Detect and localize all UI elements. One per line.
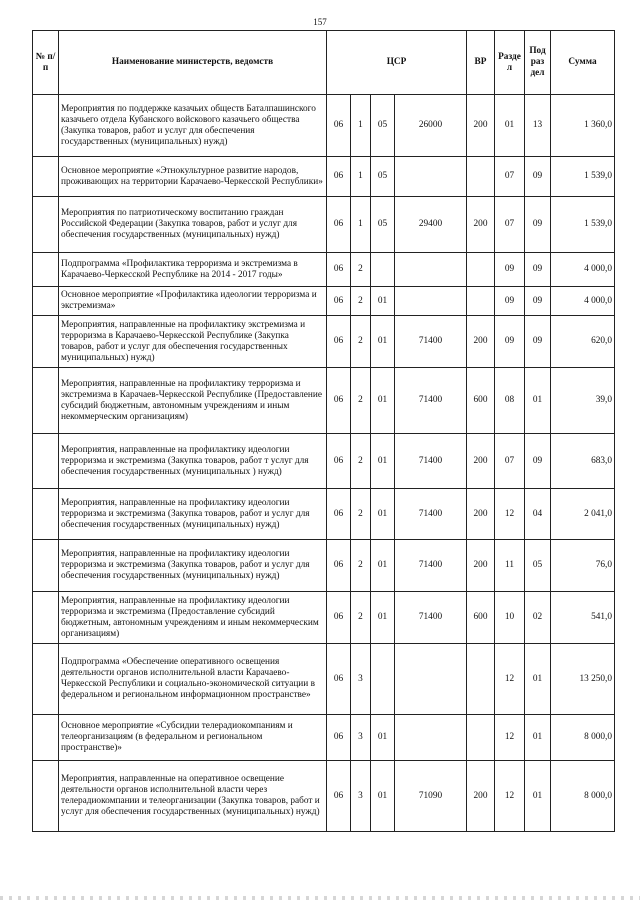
table-row bbox=[33, 157, 615, 197]
row-vr: 200 bbox=[467, 434, 495, 489]
csr-part4: 71400 bbox=[395, 434, 467, 489]
row-name: Мероприятия, направленные на профилактику идеологии терроризма и экстремизма (Предоставление субсидий бюджетным, автономным учреждениям и иным некоммерческим организациям) bbox=[59, 592, 327, 644]
row-summa: 1 360,0 bbox=[551, 95, 615, 157]
row-vr: 200 bbox=[467, 761, 495, 832]
row-vr bbox=[467, 715, 495, 761]
row-name: Мероприятия, направленные на профилактику идеологии терроризма и экстремизма (Закупка товаров, работ и услуг для обеспечения государственных (муниципальных) нужд) bbox=[59, 489, 327, 540]
row-vr bbox=[467, 157, 495, 197]
csr-part1: 06 bbox=[327, 715, 351, 761]
table-row bbox=[33, 715, 615, 761]
csr-part3: 05 bbox=[371, 157, 395, 197]
csr-part1: 06 bbox=[327, 316, 351, 368]
row-summa: 1 539,0 bbox=[551, 157, 615, 197]
row-razdel: 08 bbox=[495, 368, 525, 434]
csr-part1: 06 bbox=[327, 157, 351, 197]
csr-part2: 2 bbox=[351, 540, 371, 592]
csr-part3: 01 bbox=[371, 540, 395, 592]
header-razdel: Разде л bbox=[495, 31, 525, 95]
row-name: Подпрограмма «Обеспечение оперативного освещения деятельности органов исполнительной власти Карачаево-Черкесской Республики и социально-экономической ситуации в федеральном и региональном информационном пространстве» bbox=[59, 644, 327, 715]
row-podrazdel: 09 bbox=[525, 316, 551, 368]
row-name: Мероприятия, направленные на профилактику идеологии терроризма и экстремизма (Закупка товаров, работ т услуг для обеспечения государственных (муниципальных ) нужд) bbox=[59, 434, 327, 489]
row-num bbox=[33, 434, 59, 489]
row-name: Подпрограмма «Профилактика терроризма и экстремизма в Карачаево-Черкесской Республике на 2014 - 2017 годы» bbox=[59, 253, 327, 287]
row-name: Мероприятия по поддержке казачьих обществ Баталпашинского казачьего отдела Кубанского войскового казачьего общества (Закупка товаров, работ и услуг для обеспечения государственных (муниципальных) нужд) bbox=[59, 95, 327, 157]
csr-part2: 3 bbox=[351, 715, 371, 761]
csr-part4 bbox=[395, 157, 467, 197]
row-razdel: 10 bbox=[495, 592, 525, 644]
row-razdel: 07 bbox=[495, 197, 525, 253]
row-podrazdel: 09 bbox=[525, 157, 551, 197]
row-podrazdel: 13 bbox=[525, 95, 551, 157]
table-row bbox=[33, 197, 615, 253]
csr-part3: 05 bbox=[371, 197, 395, 253]
row-num bbox=[33, 761, 59, 832]
csr-part2: 3 bbox=[351, 761, 371, 832]
row-summa: 8 000,0 bbox=[551, 715, 615, 761]
row-razdel: 12 bbox=[495, 489, 525, 540]
table-row bbox=[33, 316, 615, 368]
row-podrazdel: 01 bbox=[525, 368, 551, 434]
header-podrazdel: Под раз дел bbox=[525, 31, 551, 95]
row-summa: 39,0 bbox=[551, 368, 615, 434]
table-row bbox=[33, 644, 615, 715]
csr-part1: 06 bbox=[327, 197, 351, 253]
header-csr: ЦСР bbox=[327, 31, 467, 95]
row-razdel: 12 bbox=[495, 644, 525, 715]
row-podrazdel: 01 bbox=[525, 644, 551, 715]
csr-part4: 29400 bbox=[395, 197, 467, 253]
table-row bbox=[33, 95, 615, 157]
csr-part3: 01 bbox=[371, 434, 395, 489]
table-row bbox=[33, 253, 615, 287]
csr-part3 bbox=[371, 644, 395, 715]
csr-part4 bbox=[395, 287, 467, 316]
row-num bbox=[33, 715, 59, 761]
row-name: Мероприятия, направленные на профилактику экстремизма и терроризма в Карачаево-Черкесской Республике (Закупка товаров, работ и услуг для обеспечения государственных муниципальных) нужд) bbox=[59, 316, 327, 368]
csr-part2: 2 bbox=[351, 434, 371, 489]
csr-part1: 06 bbox=[327, 287, 351, 316]
row-summa: 8 000,0 bbox=[551, 761, 615, 832]
row-vr: 200 bbox=[467, 540, 495, 592]
table-row bbox=[33, 540, 615, 592]
csr-part3: 01 bbox=[371, 287, 395, 316]
csr-part4: 71400 bbox=[395, 540, 467, 592]
row-vr bbox=[467, 287, 495, 316]
csr-part3: 01 bbox=[371, 715, 395, 761]
row-summa: 4 000,0 bbox=[551, 253, 615, 287]
csr-part2: 1 bbox=[351, 95, 371, 157]
csr-part1: 06 bbox=[327, 253, 351, 287]
csr-part4: 71090 bbox=[395, 761, 467, 832]
row-razdel: 07 bbox=[495, 434, 525, 489]
row-podrazdel: 09 bbox=[525, 197, 551, 253]
row-name: Мероприятия, направленные на оперативное освещение деятельности органов исполнительной власти через телерадиокомпании и телеорганизации (Закупка товаров, работ и услуг для обеспечения государственных (муниципальных) нужд) bbox=[59, 761, 327, 832]
row-razdel: 12 bbox=[495, 761, 525, 832]
row-num bbox=[33, 540, 59, 592]
row-num bbox=[33, 253, 59, 287]
row-podrazdel: 04 bbox=[525, 489, 551, 540]
csr-part4: 26000 bbox=[395, 95, 467, 157]
table-row bbox=[33, 761, 615, 832]
table-row bbox=[33, 592, 615, 644]
table-header-row bbox=[33, 31, 615, 95]
csr-part1: 06 bbox=[327, 489, 351, 540]
row-num bbox=[33, 489, 59, 540]
row-razdel: 09 bbox=[495, 316, 525, 368]
table-row bbox=[33, 434, 615, 489]
row-num bbox=[33, 644, 59, 715]
scan-artifact bbox=[0, 896, 640, 900]
header-summa: Сумма bbox=[551, 31, 615, 95]
csr-part4: 71400 bbox=[395, 368, 467, 434]
csr-part3: 01 bbox=[371, 316, 395, 368]
csr-part2: 2 bbox=[351, 368, 371, 434]
csr-part4: 71400 bbox=[395, 592, 467, 644]
csr-part2: 2 bbox=[351, 592, 371, 644]
row-num bbox=[33, 368, 59, 434]
row-podrazdel: 01 bbox=[525, 761, 551, 832]
row-podrazdel: 09 bbox=[525, 287, 551, 316]
csr-part2: 2 bbox=[351, 489, 371, 540]
row-vr: 200 bbox=[467, 316, 495, 368]
row-summa: 13 250,0 bbox=[551, 644, 615, 715]
row-vr bbox=[467, 253, 495, 287]
csr-part4: 71400 bbox=[395, 489, 467, 540]
csr-part1: 06 bbox=[327, 368, 351, 434]
row-razdel: 12 bbox=[495, 715, 525, 761]
row-summa: 541,0 bbox=[551, 592, 615, 644]
row-name: Основное мероприятие «Профилактика идеологии терроризма и экстремизма» bbox=[59, 287, 327, 316]
row-vr: 200 bbox=[467, 95, 495, 157]
row-num bbox=[33, 287, 59, 316]
row-podrazdel: 09 bbox=[525, 253, 551, 287]
row-razdel: 09 bbox=[495, 287, 525, 316]
row-vr: 600 bbox=[467, 592, 495, 644]
row-num bbox=[33, 157, 59, 197]
row-num bbox=[33, 95, 59, 157]
csr-part1: 06 bbox=[327, 644, 351, 715]
row-summa: 4 000,0 bbox=[551, 287, 615, 316]
row-summa: 683,0 bbox=[551, 434, 615, 489]
csr-part2: 1 bbox=[351, 157, 371, 197]
row-razdel: 01 bbox=[495, 95, 525, 157]
row-podrazdel: 05 bbox=[525, 540, 551, 592]
row-podrazdel: 09 bbox=[525, 434, 551, 489]
row-num bbox=[33, 197, 59, 253]
row-summa: 620,0 bbox=[551, 316, 615, 368]
row-summa: 2 041,0 bbox=[551, 489, 615, 540]
header-name: Наименование министерств, ведомств bbox=[59, 31, 327, 95]
csr-part3 bbox=[371, 253, 395, 287]
table-row bbox=[33, 287, 615, 316]
csr-part4 bbox=[395, 253, 467, 287]
row-summa: 1 539,0 bbox=[551, 197, 615, 253]
csr-part1: 06 bbox=[327, 761, 351, 832]
table-row bbox=[33, 489, 615, 540]
csr-part4: 71400 bbox=[395, 316, 467, 368]
csr-part2: 3 bbox=[351, 644, 371, 715]
page-number: 157 bbox=[313, 17, 327, 27]
csr-part2: 2 bbox=[351, 316, 371, 368]
row-name: Основное мероприятие «Этнокультурное развитие народов, проживающих на территории Карачаево-Черкесской Республики» bbox=[59, 157, 327, 197]
row-name: Мероприятия, направленные на профилактику терроризма и экстремизма в Карачаев-Черкесской Республике (Предоставление субсидий бюджетным, автономным учреждениям и иным некоммерческим организациям) bbox=[59, 368, 327, 434]
row-vr: 600 bbox=[467, 368, 495, 434]
csr-part3: 01 bbox=[371, 761, 395, 832]
row-vr bbox=[467, 644, 495, 715]
row-vr: 200 bbox=[467, 489, 495, 540]
csr-part2: 2 bbox=[351, 287, 371, 316]
row-summa: 76,0 bbox=[551, 540, 615, 592]
row-podrazdel: 02 bbox=[525, 592, 551, 644]
csr-part4 bbox=[395, 644, 467, 715]
csr-part1: 06 bbox=[327, 540, 351, 592]
csr-part1: 06 bbox=[327, 592, 351, 644]
row-name: Мероприятия, направленные на профилактику идеологии терроризма и экстремизма (Закупка товаров, работ и услуг для обеспечения государственных (муниципальных) нужд) bbox=[59, 540, 327, 592]
row-vr: 200 bbox=[467, 197, 495, 253]
row-num bbox=[33, 316, 59, 368]
csr-part3: 01 bbox=[371, 592, 395, 644]
budget-table bbox=[32, 30, 615, 832]
csr-part3: 01 bbox=[371, 489, 395, 540]
csr-part1: 06 bbox=[327, 434, 351, 489]
csr-part3: 01 bbox=[371, 368, 395, 434]
table-row bbox=[33, 368, 615, 434]
row-razdel: 09 bbox=[495, 253, 525, 287]
row-name: Основное мероприятие «Субсидии телерадиокомпаниям и телеорганизациям (в федеральном и региональном пространстве)» bbox=[59, 715, 327, 761]
header-num: № п/п bbox=[33, 31, 59, 95]
row-name: Мероприятия по патриотическому воспитанию граждан Российской Федерации (Закупка товаров, работ и услуг для обеспечения государственных (муниципальных) нужд) bbox=[59, 197, 327, 253]
row-razdel: 07 bbox=[495, 157, 525, 197]
csr-part4 bbox=[395, 715, 467, 761]
csr-part2: 2 bbox=[351, 253, 371, 287]
csr-part2: 1 bbox=[351, 197, 371, 253]
row-razdel: 11 bbox=[495, 540, 525, 592]
row-podrazdel: 01 bbox=[525, 715, 551, 761]
header-vr: ВР bbox=[467, 31, 495, 95]
row-num bbox=[33, 592, 59, 644]
csr-part1: 06 bbox=[327, 95, 351, 157]
csr-part3: 05 bbox=[371, 95, 395, 157]
